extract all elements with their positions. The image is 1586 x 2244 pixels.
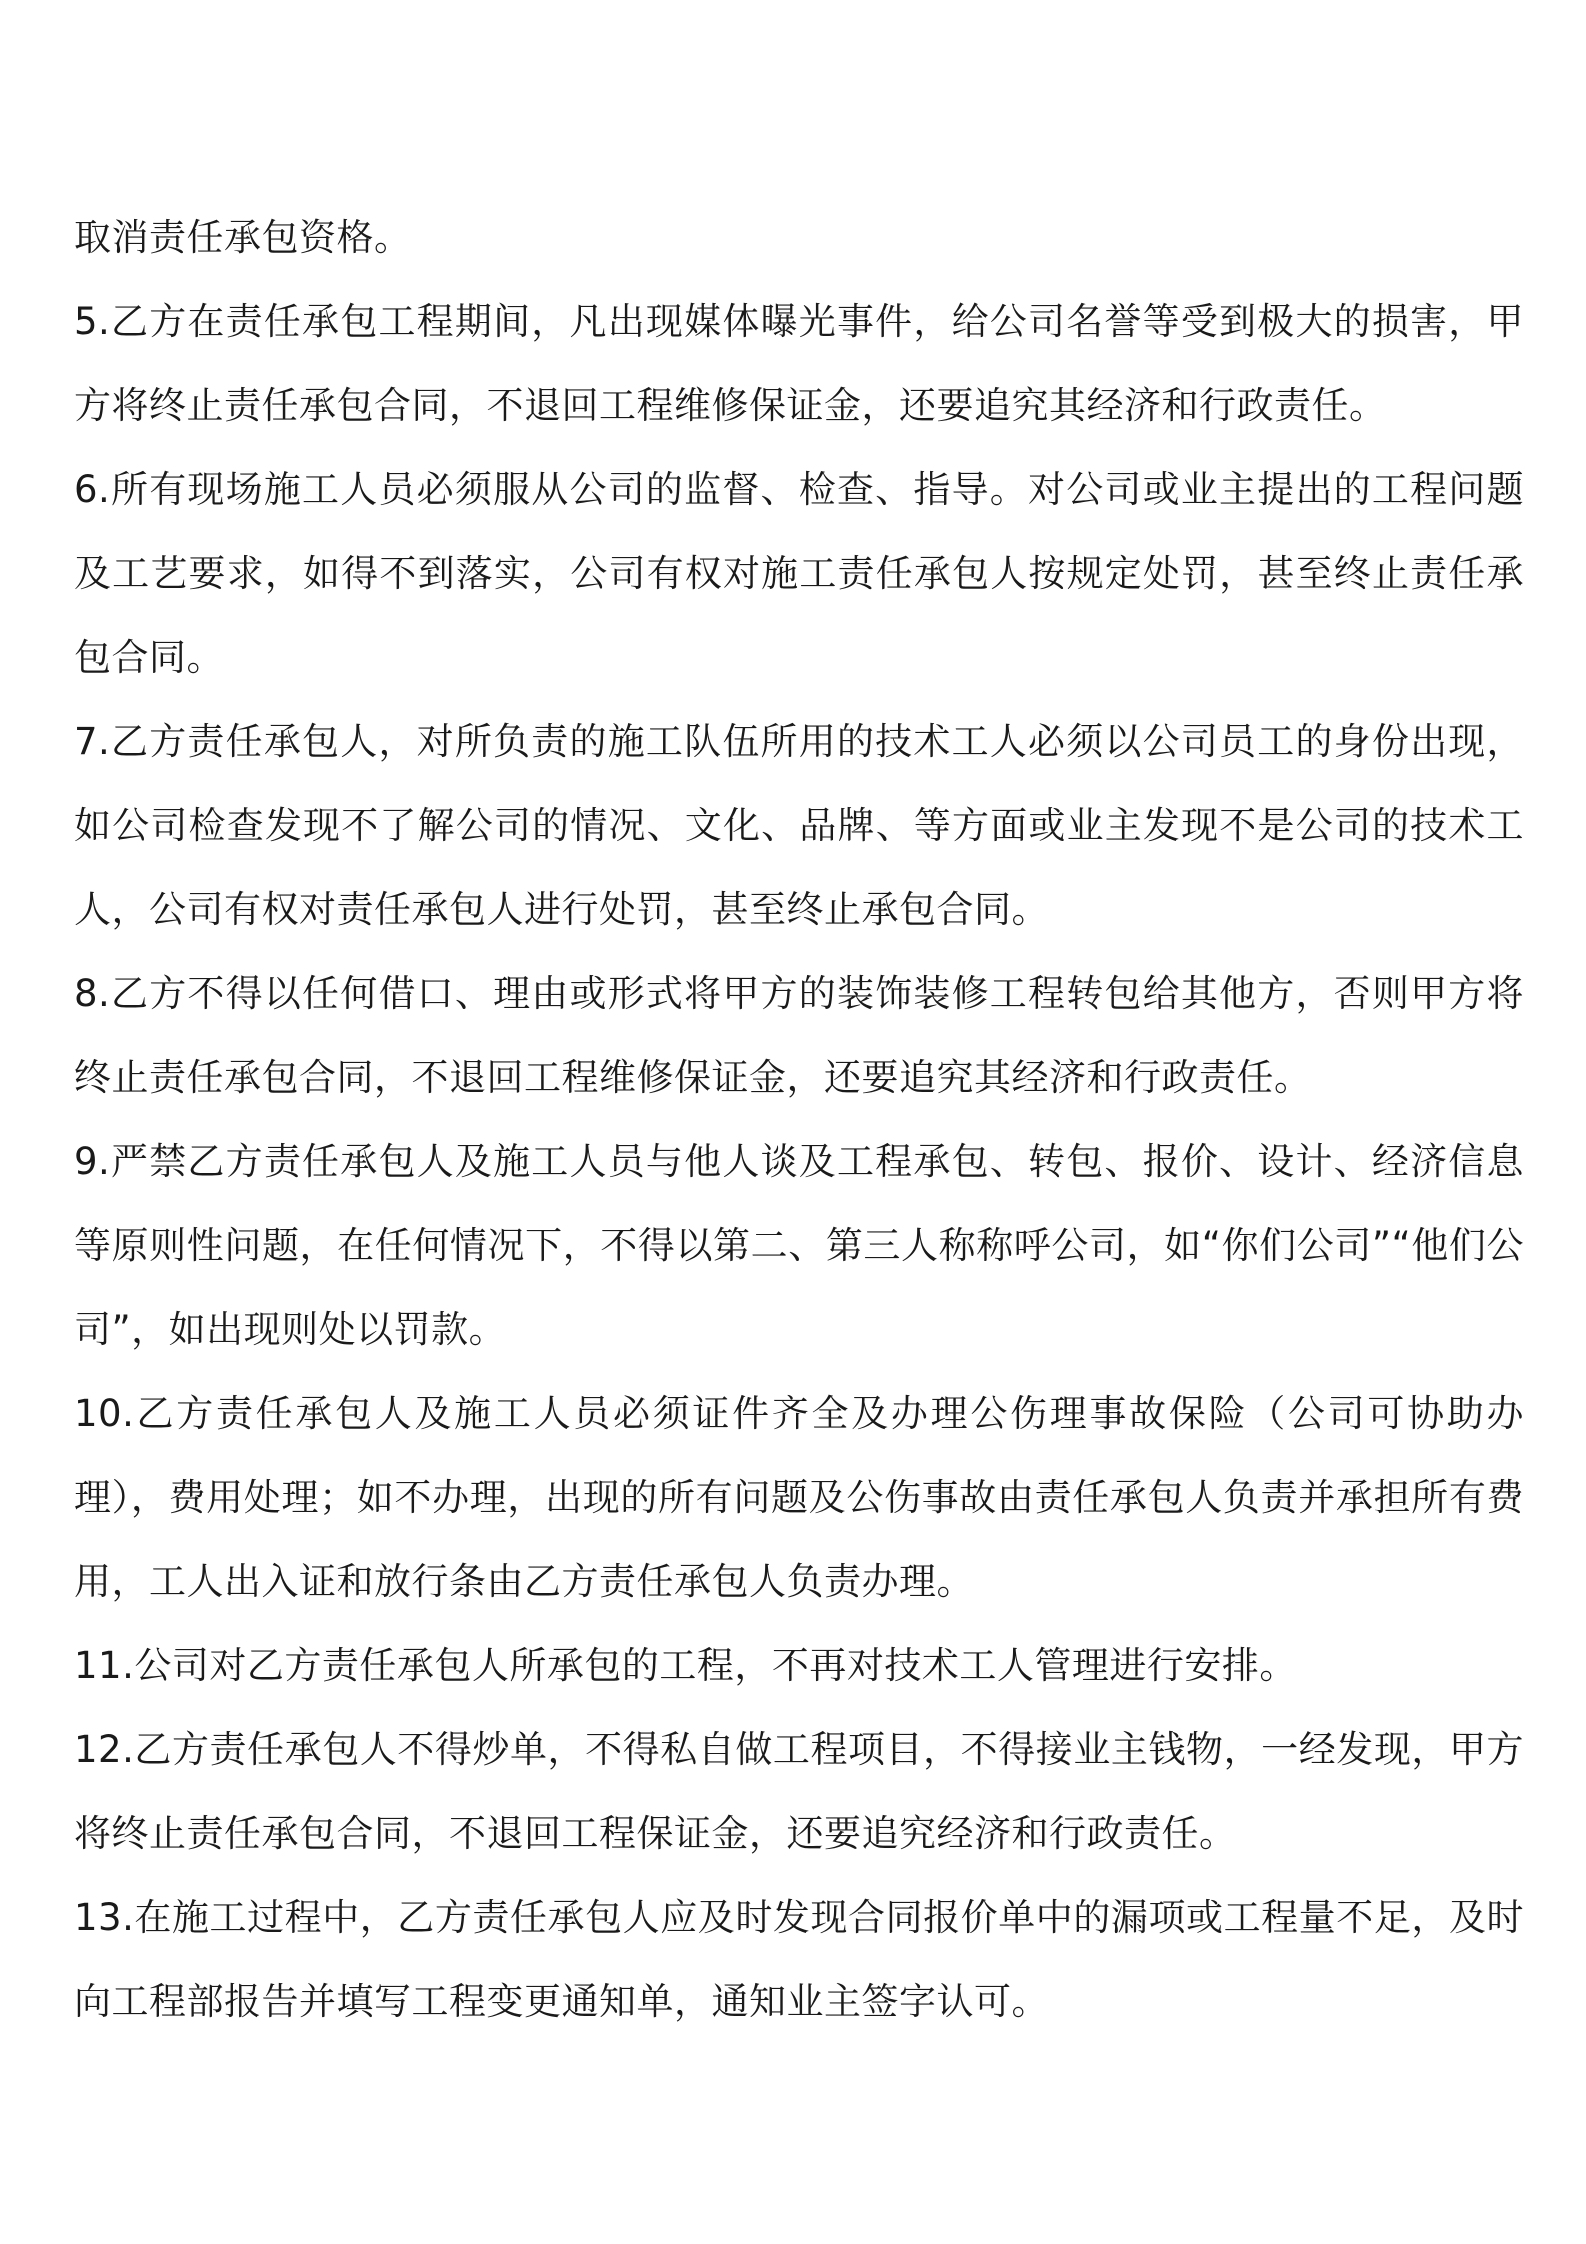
clause-6: 6.所有现场施工人员必须服从公司的监督、检查、指导。对公司或业主提出的工程问题及工艺要求，如得不到落实，公司有权对施工责任承包人按规定处罚，甚至终止责任承包合同。 [74,468,1524,679]
document-body [74,196,1524,2044]
clause-10: 10.乙方责任承包人及施工人员必须证件齐全及办理公伤理事故保险（公司可协助办理），费用处理；如不办理，出现的所有问题及公伤事故由责任承包人负责并承担所有费用，工人出入证和放行条由乙方责任承包人负责办理。 [74,1392,1524,1603]
clause-12: 12.乙方责任承包人不得炒单，不得私自做工程项目，不得接业主钱物，一经发现，甲方将终止责任承包合同，不退回工程保证金，还要追究经济和行政责任。 [74,1728,1524,1855]
clause-8: 8.乙方不得以任何借口、理由或形式将甲方的装饰装修工程转包给其他方，否则甲方将终止责任承包合同，不退回工程维修保证金，还要追究其经济和行政责任。 [74,972,1524,1099]
clause-5: 5.乙方在责任承包工程期间，凡出现媒体曝光事件，给公司名誉等受到极大的损害，甲方将终止责任承包合同，不退回工程维修保证金，还要追究其经济和行政责任。 [74,300,1524,427]
clause-7: 7.乙方责任承包人，对所负责的施工队伍所用的技术工人必须以公司员工的身份出现，如公司检查发现不了解公司的情况、文化、品牌、等方面或业主发现不是公司的技术工人，公司有权对责任承包人进行处罚，甚至终止承包合同。 [74,720,1524,931]
paragraph-continuation: 取消责任承包资格。 [74,216,412,259]
clause-9: 9.严禁乙方责任承包人及施工人员与他人谈及工程承包、转包、报价、设计、经济信息等原则性问题，在任何情况下，不得以第二、第三人称称呼公司，如“你们公司”“他们公司”，如出现则处以罚款。 [74,1140,1524,1351]
clause-13: 13.在施工过程中，乙方责任承包人应及时发现合同报价单中的漏项或工程量不足，及时向工程部报告并填写工程变更通知单，通知业主签字认可。 [74,1896,1524,2023]
clause-11: 11.公司对乙方责任承包人所承包的工程，不再对技术工人管理进行安排。 [74,1644,1297,1687]
